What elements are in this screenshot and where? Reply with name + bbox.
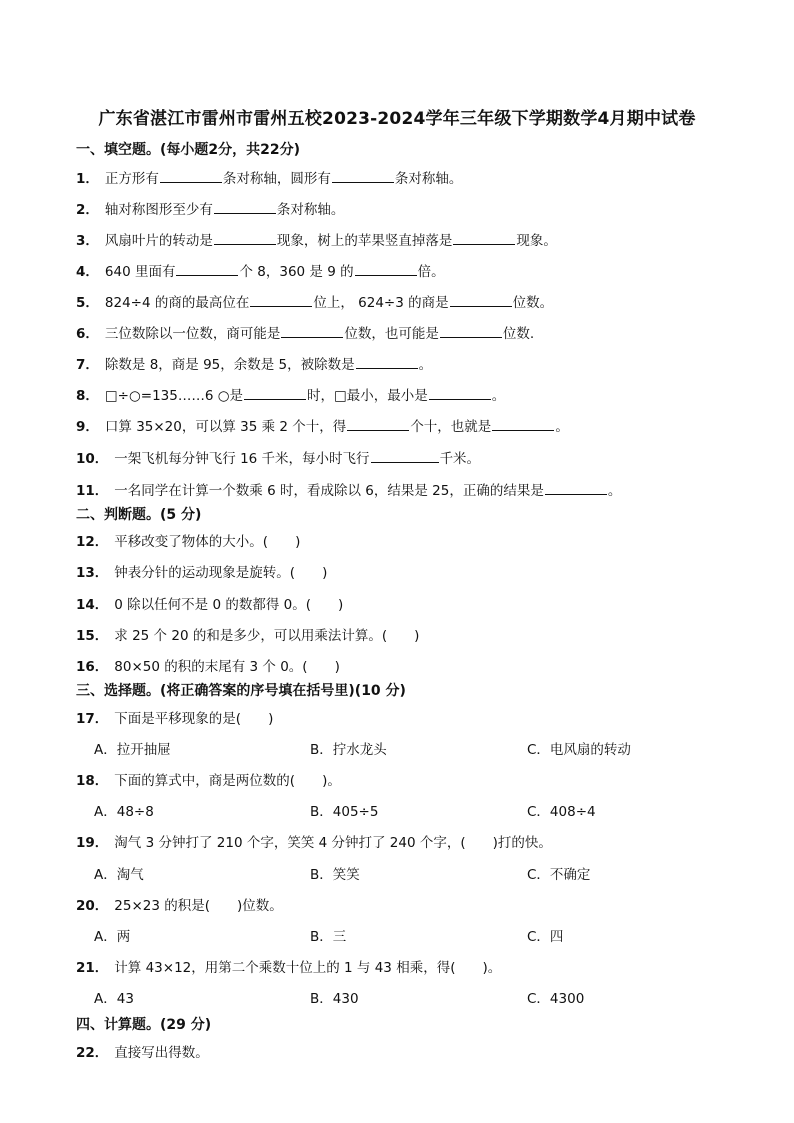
question-text: 时，□最小，最小是 — [307, 388, 428, 404]
question-15 — [76, 624, 419, 644]
answer-blank[interactable] — [545, 482, 607, 495]
question-text: 条对称轴，圆形有 — [222, 171, 331, 187]
question-text: 824÷4 的商的最高位在 — [104, 295, 250, 311]
question-10 — [76, 447, 480, 467]
question-text: 正方形有 — [104, 171, 159, 187]
question-11 — [76, 479, 621, 499]
question-text: 千米。 — [439, 451, 481, 467]
question-text: 现象。 — [516, 233, 557, 249]
question-number: 2． — [76, 202, 99, 218]
question-number: 6． — [76, 326, 99, 342]
question-text: 。 — [607, 483, 622, 499]
question-number: 1． — [76, 171, 99, 187]
question-text: 淘气 3 分钟打了 210 个字，笑笑 4 分钟打了 240 个字，( )打的快。 — [114, 835, 552, 851]
page-title: 广东省湛江市雷州市雷州五校2023-2024学年三年级下学期数学4月期中试卷 — [98, 109, 696, 129]
question-number: 7． — [76, 357, 99, 373]
answer-blank[interactable] — [281, 325, 343, 338]
question-number: 3． — [76, 233, 99, 249]
question-17 — [76, 707, 273, 727]
option-a[interactable]: A．两 — [94, 929, 131, 945]
option-b[interactable]: B．三 — [310, 929, 347, 945]
question-number: 18． — [76, 773, 109, 789]
question-text: 倍。 — [417, 264, 445, 280]
question-text: 一名同学在计算一个数乘 6 时，看成除以 6，结果是 25，正确的结果是 — [114, 483, 544, 499]
question-13 — [76, 561, 327, 581]
question-number: 15． — [76, 628, 109, 644]
question-number: 22． — [76, 1045, 109, 1061]
question-text: 位数。 — [512, 295, 554, 311]
question-number: 11． — [76, 483, 109, 499]
option-c[interactable]: C．4300 — [527, 991, 585, 1007]
section-heading-fill: 一、填空题。(每小题2分，共22分) — [76, 142, 301, 158]
question-text: 。 — [418, 357, 433, 373]
question-7 — [76, 353, 432, 373]
question-text: 口算 35×20，可以算 35 乘 2 个十，得 — [104, 419, 347, 435]
section-heading-calc: 四、计算题。(29 分) — [76, 1017, 212, 1033]
answer-blank[interactable] — [355, 263, 417, 276]
option-c[interactable]: C．四 — [527, 929, 564, 945]
question-text: 。 — [491, 388, 506, 404]
answer-blank[interactable] — [453, 232, 515, 245]
question-text: 下面的算式中，商是两位数的( )。 — [114, 773, 341, 789]
option-c[interactable]: C．不确定 — [527, 867, 591, 883]
option-b[interactable]: B．405÷5 — [310, 804, 379, 820]
option-a[interactable]: A．拉开抽屉 — [94, 742, 171, 758]
question-number: 12． — [76, 534, 109, 550]
question-4 — [76, 260, 445, 280]
question-text: 条对称轴。 — [276, 202, 345, 218]
question-text: 三位数除以一位数，商可能是 — [104, 326, 281, 342]
question-text: 个 8，360 是 9 的 — [239, 264, 354, 280]
question-text: 位数，也可能是 — [344, 326, 439, 342]
answer-blank[interactable] — [492, 418, 554, 431]
section-heading-choice: 三、选择题。(将正确答案的序号填在括号里)(10 分) — [76, 683, 406, 699]
question-text: 平移改变了物体的大小。( ) — [114, 534, 301, 550]
question-number: 19． — [76, 835, 109, 851]
answer-blank[interactable] — [450, 294, 512, 307]
question-16 — [76, 655, 340, 675]
option-a[interactable]: A．48÷8 — [94, 804, 154, 820]
question-text: 位上， 624÷3 的商是 — [313, 295, 449, 311]
question-text: 现象，树上的苹果竖直掉落是 — [276, 233, 453, 249]
question-number: 5． — [76, 295, 99, 311]
question-number: 10． — [76, 451, 109, 467]
question-20 — [76, 894, 283, 914]
question-text: 下面是平移现象的是( ) — [114, 711, 274, 727]
option-c[interactable]: C．电风扇的转动 — [527, 742, 631, 758]
question-text: 个十，也就是 — [410, 419, 492, 435]
option-b[interactable]: B．430 — [310, 991, 359, 1007]
question-text: □÷○=135……6 ○是 — [104, 388, 243, 404]
question-number: 20． — [76, 898, 109, 914]
question-12 — [76, 530, 300, 550]
question-text: 计算 43×12，用第二个乘数十位上的 1 与 43 相乘，得( )。 — [114, 960, 502, 976]
question-text: 80×50 的积的末尾有 3 个 0。( ) — [114, 659, 340, 675]
question-text: 钟表分针的运动现象是旋转。( ) — [114, 565, 328, 581]
answer-blank[interactable] — [347, 418, 409, 431]
question-text: 直接写出得数。 — [114, 1045, 209, 1061]
answer-blank[interactable] — [332, 170, 394, 183]
answer-blank[interactable] — [244, 387, 306, 400]
question-text: 一架飞机每分钟飞行 16 千米，每小时飞行 — [114, 451, 370, 467]
option-c[interactable]: C．408÷4 — [527, 804, 596, 820]
question-8 — [76, 384, 505, 404]
option-a[interactable]: A．淘气 — [94, 867, 144, 883]
question-19 — [76, 831, 552, 851]
question-text: 0 除以任何不是 0 的数都得 0。( ) — [114, 597, 344, 613]
question-text: 求 25 个 20 的和是多少，可以用乘法计算。( ) — [114, 628, 420, 644]
option-b[interactable]: B．笑笑 — [310, 867, 360, 883]
question-number: 13． — [76, 565, 109, 581]
question-1 — [76, 167, 462, 187]
question-text: 640 里面有 — [104, 264, 176, 280]
question-text: 位数. — [502, 326, 535, 342]
answer-blank[interactable] — [356, 356, 418, 369]
answer-blank[interactable] — [429, 387, 491, 400]
answer-blank[interactable] — [371, 450, 439, 463]
question-number: 21． — [76, 960, 109, 976]
question-text: 。 — [555, 419, 569, 435]
answer-blank[interactable] — [214, 232, 276, 245]
answer-blank[interactable] — [440, 325, 502, 338]
question-2 — [76, 198, 344, 218]
question-3 — [76, 229, 557, 249]
question-number: 9． — [76, 419, 99, 435]
question-number: 4． — [76, 264, 99, 280]
answer-blank[interactable] — [160, 170, 222, 183]
question-number: 16． — [76, 659, 109, 675]
question-21 — [76, 956, 501, 976]
answer-blank[interactable] — [250, 294, 312, 307]
answer-blank[interactable] — [214, 201, 276, 214]
option-b[interactable]: B．拧水龙头 — [310, 742, 387, 758]
question-text: 风扇叶片的转动是 — [104, 233, 213, 249]
question-text: 25×23 的积是( )位数。 — [114, 898, 283, 914]
question-6 — [76, 322, 534, 342]
option-a[interactable]: A．43 — [94, 991, 134, 1007]
question-number: 14． — [76, 597, 109, 613]
question-text: 除数是 8，商是 95，余数是 5，被除数是 — [104, 357, 355, 373]
question-text: 轴对称图形至少有 — [104, 202, 213, 218]
question-text: 条对称轴。 — [394, 171, 463, 187]
question-9 — [76, 415, 569, 435]
answer-blank[interactable] — [176, 263, 238, 276]
question-5 — [76, 291, 553, 311]
question-number: 17． — [76, 711, 109, 727]
question-14 — [76, 593, 343, 613]
section-heading-judge: 二、判断题。(5 分) — [76, 507, 202, 523]
question-22 — [76, 1041, 209, 1061]
question-number: 8． — [76, 388, 99, 404]
question-18 — [76, 769, 341, 789]
